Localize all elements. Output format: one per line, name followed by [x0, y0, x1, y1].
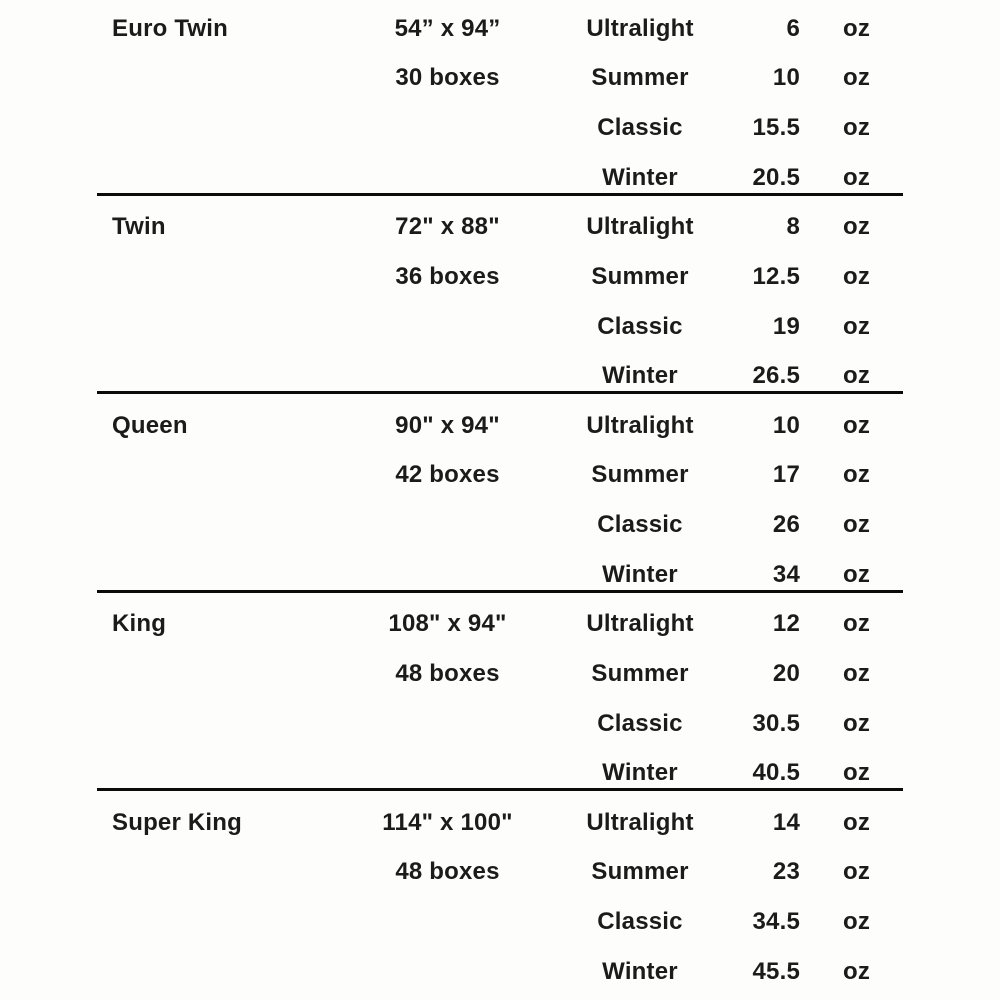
- weight-unit: oz: [843, 362, 871, 390]
- group-separator-line: [97, 193, 903, 196]
- weight-unit: oz: [843, 610, 871, 638]
- weight-value: 26.5: [752, 362, 800, 390]
- size-group-euro-twin: [0, 4, 1000, 203]
- table-row: [0, 401, 1000, 451]
- weight-value: 34.5: [752, 908, 800, 936]
- weight-unit: oz: [843, 511, 871, 539]
- size-group-queen: [0, 401, 1000, 600]
- size-dimensions: 90" x 94": [395, 411, 500, 439]
- box-count: 42 boxes: [395, 461, 500, 489]
- weight-value: 40.5: [752, 759, 800, 787]
- table-row: [0, 302, 1000, 352]
- season-label: Summer: [591, 461, 689, 489]
- season-label: Ultralight: [586, 808, 694, 836]
- table-row: [0, 203, 1000, 253]
- size-name: King: [112, 610, 167, 638]
- size-name: Queen: [112, 411, 188, 439]
- weight-unit: oz: [843, 262, 871, 290]
- box-count: 30 boxes: [395, 64, 500, 92]
- weight-value: 20: [772, 659, 800, 687]
- weight-value: 23: [772, 858, 800, 886]
- weight-value: 15.5: [752, 114, 800, 142]
- table-row: [0, 897, 1000, 947]
- weight-value: 34: [772, 560, 800, 588]
- season-label: Summer: [591, 858, 689, 886]
- size-group-king: [0, 600, 1000, 799]
- table-row: [0, 54, 1000, 104]
- weight-unit: oz: [843, 560, 871, 588]
- weight-value: 6: [786, 14, 800, 42]
- group-separator-line: [97, 788, 903, 791]
- group-separator-line: [97, 590, 903, 593]
- season-label: Summer: [591, 64, 689, 92]
- season-label: Ultralight: [586, 14, 694, 42]
- weight-value: 26: [772, 511, 800, 539]
- weight-value: 12: [772, 610, 800, 638]
- table-row: [0, 699, 1000, 749]
- size-group-super-king: [0, 798, 1000, 997]
- weight-value: 30.5: [752, 709, 800, 737]
- weight-value: 45.5: [752, 957, 800, 985]
- season-label: Classic: [597, 312, 683, 340]
- season-label: Classic: [597, 709, 683, 737]
- group-separator-line: [97, 391, 903, 394]
- season-label: Summer: [591, 659, 689, 687]
- weight-value: 12.5: [752, 262, 800, 290]
- size-group-twin: [0, 203, 1000, 402]
- season-label: Ultralight: [586, 411, 694, 439]
- weight-unit: oz: [843, 659, 871, 687]
- size-name: Super King: [112, 808, 243, 836]
- box-count: 48 boxes: [395, 659, 500, 687]
- weight-unit: oz: [843, 709, 871, 737]
- size-dimensions: 108" x 94": [388, 610, 507, 638]
- weight-unit: oz: [843, 14, 871, 42]
- weight-unit: oz: [843, 957, 871, 985]
- weight-value: 10: [772, 411, 800, 439]
- weight-value: 10: [772, 64, 800, 92]
- season-label: Winter: [602, 362, 678, 390]
- table-row: [0, 451, 1000, 501]
- table-row: [0, 252, 1000, 302]
- table-row: [0, 848, 1000, 898]
- weight-value: 20.5: [752, 163, 800, 191]
- weight-unit: oz: [843, 908, 871, 936]
- season-label: Winter: [602, 560, 678, 588]
- table-row: [0, 798, 1000, 848]
- weight-unit: oz: [843, 461, 871, 489]
- season-label: Classic: [597, 511, 683, 539]
- weight-unit: oz: [843, 213, 871, 241]
- weight-value: 8: [786, 213, 800, 241]
- weight-unit: oz: [843, 114, 871, 142]
- table-row: [0, 947, 1000, 997]
- season-label: Classic: [597, 114, 683, 142]
- weight-unit: oz: [843, 759, 871, 787]
- weight-unit: oz: [843, 64, 871, 92]
- size-dimensions: 54” x 94”: [394, 14, 501, 42]
- weight-unit: oz: [843, 858, 871, 886]
- season-label: Classic: [597, 908, 683, 936]
- weight-value: 19: [772, 312, 800, 340]
- season-label: Ultralight: [586, 213, 694, 241]
- weight-unit: oz: [843, 312, 871, 340]
- size-dimensions: 114" x 100": [382, 808, 513, 836]
- season-label: Summer: [591, 262, 689, 290]
- table-row: [0, 4, 1000, 54]
- weight-unit: oz: [843, 163, 871, 191]
- weight-unit: oz: [843, 808, 871, 836]
- box-count: 48 boxes: [395, 858, 500, 886]
- weight-value: 17: [772, 461, 800, 489]
- size-dimensions: 72" x 88": [395, 213, 500, 241]
- weight-value: 14: [772, 808, 800, 836]
- season-label: Winter: [602, 759, 678, 787]
- weight-unit: oz: [843, 411, 871, 439]
- table-row: [0, 103, 1000, 153]
- season-label: Winter: [602, 163, 678, 191]
- size-name: Euro Twin: [112, 14, 229, 42]
- table-row: [0, 500, 1000, 550]
- season-label: Ultralight: [586, 610, 694, 638]
- table-row: [0, 649, 1000, 699]
- box-count: 36 boxes: [395, 262, 500, 290]
- table-row: [0, 600, 1000, 650]
- season-label: Winter: [602, 957, 678, 985]
- size-name: Twin: [112, 213, 166, 241]
